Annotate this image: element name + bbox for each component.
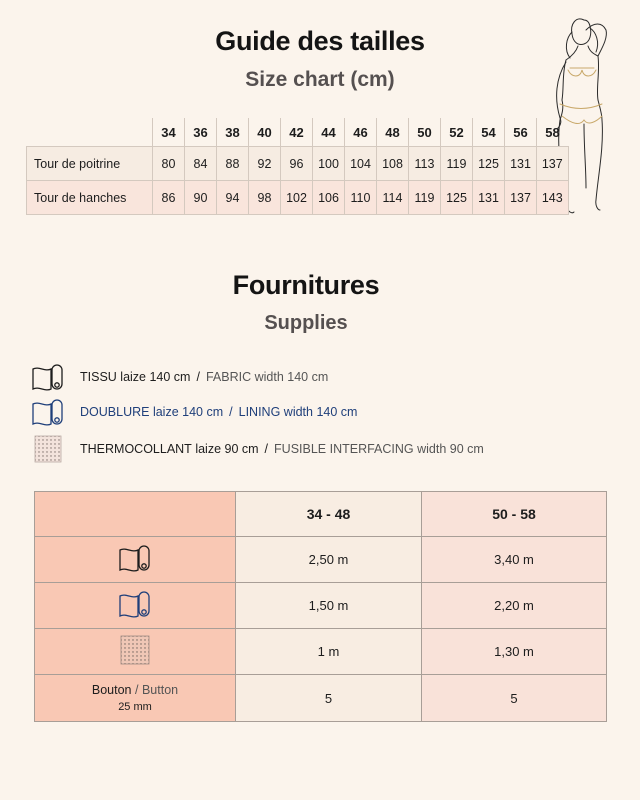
size-header-cell: 48 bbox=[377, 118, 409, 147]
legend-fr-name: DOUBLURE bbox=[80, 405, 150, 419]
size-header-cell: 50 bbox=[409, 118, 441, 147]
table-cell: 104 bbox=[345, 147, 377, 181]
table-cell: 106 bbox=[313, 181, 345, 215]
table-cell: 100 bbox=[313, 147, 345, 181]
table-cell: 119 bbox=[441, 147, 473, 181]
legend-lining bbox=[30, 397, 357, 427]
supplies-title: Fournitures bbox=[232, 270, 380, 300]
legend-separator: / bbox=[264, 442, 269, 456]
table-cell: 143 bbox=[537, 181, 569, 215]
size-range-header: 50 - 58 bbox=[422, 492, 607, 537]
lining-roll-icon bbox=[30, 397, 66, 427]
table-cell: 110 bbox=[345, 181, 377, 215]
size-header-cell: 56 bbox=[505, 118, 537, 147]
table-cell: 102 bbox=[281, 181, 313, 215]
legend-fabric bbox=[30, 362, 328, 392]
legend-separator: / bbox=[196, 370, 200, 384]
table-cell: 137 bbox=[505, 181, 537, 215]
size-header-cell: 46 bbox=[345, 118, 377, 147]
row-label: Tour de hanches bbox=[27, 181, 153, 215]
button-label-fr: Bouton bbox=[91, 682, 132, 697]
supply-row-fabric bbox=[35, 537, 607, 583]
size-header-cell: 44 bbox=[313, 118, 345, 147]
table-cell: 108 bbox=[377, 147, 409, 181]
button-size: 25 mm bbox=[118, 700, 152, 713]
supplies-header-corner bbox=[35, 492, 236, 537]
size-header-row bbox=[27, 118, 569, 147]
row-icon-cell bbox=[35, 537, 236, 583]
page-subtitle: Size chart (cm) bbox=[245, 68, 395, 91]
fabric-roll-icon bbox=[118, 543, 152, 573]
bust-row bbox=[27, 147, 569, 181]
table-cell: 2,20 m bbox=[422, 583, 607, 629]
table-cell: 90 bbox=[185, 181, 217, 215]
legend-en-width: width 90 cm bbox=[417, 442, 484, 456]
size-header-cell: 58 bbox=[537, 118, 569, 147]
table-cell: 113 bbox=[409, 147, 441, 181]
legend-fr-name: TISSU bbox=[80, 370, 117, 384]
legend-en-name: FABRIC bbox=[205, 370, 252, 384]
legend-en-name: LINING bbox=[238, 405, 281, 419]
legend-en-width: width 140 cm bbox=[254, 370, 329, 384]
supplies-table bbox=[34, 491, 607, 722]
table-cell: 1,50 m bbox=[236, 583, 422, 629]
page-title: Guide des tailles bbox=[215, 26, 425, 56]
size-chart-table bbox=[26, 118, 569, 215]
size-header-cell: 54 bbox=[473, 118, 505, 147]
interfacing-icon bbox=[119, 634, 151, 666]
table-cell: 98 bbox=[249, 181, 281, 215]
table-cell: 5 bbox=[236, 675, 422, 722]
table-cell: 131 bbox=[473, 181, 505, 215]
row-icon-cell bbox=[35, 629, 236, 675]
table-cell: 80 bbox=[153, 147, 185, 181]
size-header-cell: 40 bbox=[249, 118, 281, 147]
legend-fr-width: laize 90 cm bbox=[195, 442, 259, 456]
table-cell: 125 bbox=[473, 147, 505, 181]
row-label: Tour de poitrine bbox=[27, 147, 153, 181]
size-header-cell: 34 bbox=[153, 118, 185, 147]
size-header-cell: 42 bbox=[281, 118, 313, 147]
legend-fr-name: THERMOCOLLANT bbox=[80, 442, 192, 456]
interfacing-icon bbox=[30, 434, 66, 464]
legend-en-width: width 140 cm bbox=[283, 405, 358, 419]
button-label-en: Button bbox=[141, 682, 179, 697]
supplies-header-row bbox=[35, 492, 607, 537]
button-label bbox=[35, 682, 235, 715]
legend-fr-width: laize 140 cm bbox=[120, 370, 191, 384]
table-cell: 1 m bbox=[236, 629, 422, 675]
table-cell: 94 bbox=[217, 181, 249, 215]
hip-row bbox=[27, 181, 569, 215]
table-cell: 114 bbox=[377, 181, 409, 215]
size-header-cell: 36 bbox=[185, 118, 217, 147]
table-cell: 96 bbox=[281, 147, 313, 181]
table-cell: 92 bbox=[249, 147, 281, 181]
table-cell: 131 bbox=[505, 147, 537, 181]
table-cell: 88 bbox=[217, 147, 249, 181]
table-cell: 84 bbox=[185, 147, 217, 181]
fabric-roll-icon bbox=[30, 362, 66, 392]
size-header-cell: 52 bbox=[441, 118, 473, 147]
lining-roll-icon bbox=[118, 589, 152, 619]
button-label-separator: / bbox=[135, 682, 139, 697]
table-cell: 1,30 m bbox=[422, 629, 607, 675]
size-range-header: 34 - 48 bbox=[236, 492, 422, 537]
legend-separator: / bbox=[229, 405, 233, 419]
table-cell: 86 bbox=[153, 181, 185, 215]
table-cell: 125 bbox=[441, 181, 473, 215]
button-label-cell bbox=[35, 675, 236, 722]
table-cell: 2,50 m bbox=[236, 537, 422, 583]
supplies-subtitle: Supplies bbox=[264, 312, 348, 334]
supply-row-button bbox=[35, 675, 607, 722]
table-cell: 137 bbox=[537, 147, 569, 181]
table-cell: 5 bbox=[422, 675, 607, 722]
row-icon-cell bbox=[35, 583, 236, 629]
supply-row-interfacing bbox=[35, 629, 607, 675]
supply-row-lining bbox=[35, 583, 607, 629]
legend-fr-width: laize 140 cm bbox=[152, 405, 224, 419]
size-header-cell: 38 bbox=[217, 118, 249, 147]
table-cell: 3,40 m bbox=[422, 537, 607, 583]
legend-interfacing bbox=[30, 434, 484, 464]
legend-en-name: FUSIBLE INTERFACING bbox=[274, 442, 414, 456]
size-header-corner bbox=[27, 118, 153, 147]
table-cell: 119 bbox=[409, 181, 441, 215]
